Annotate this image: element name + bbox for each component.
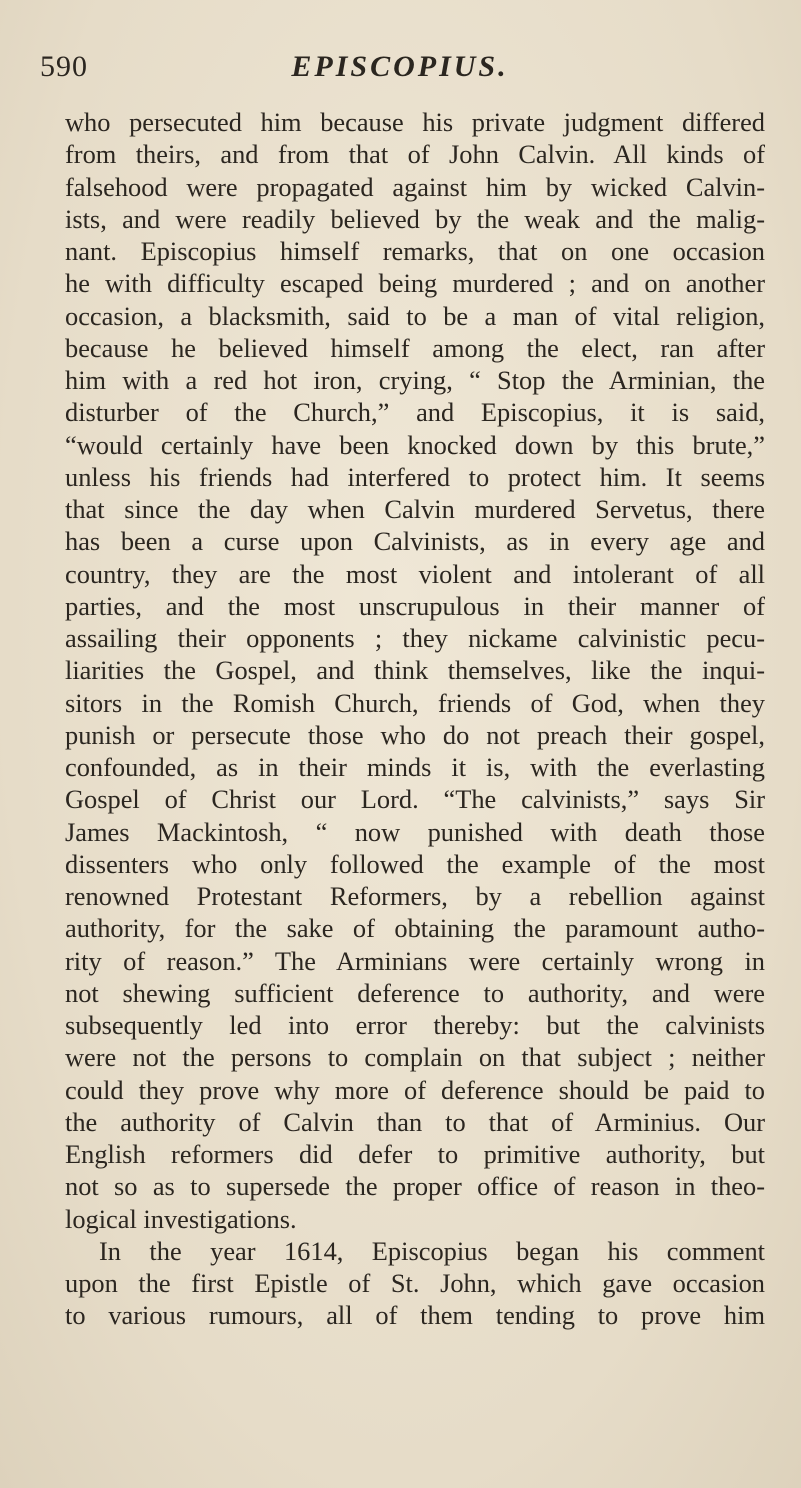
body-text <box>65 106 765 1332</box>
text-line: James Mackintosh, “ now punished with death those <box>65 816 765 847</box>
text-line: he with difficulty escaped being murdered ; and on another <box>65 268 765 299</box>
text-line: nant. Episcopius himself remarks, that on one occasion <box>65 236 765 266</box>
text-line: him with a red hot iron, crying, “ Stop the Arminian, the <box>65 365 765 395</box>
text-line: not so as to supersede the proper office of reason in theo- <box>65 1171 765 1202</box>
text-line: country, they are the most violent and intolerant of all <box>65 558 765 589</box>
page-header <box>40 50 760 90</box>
text-line: liarities the Gospel, and think themselves, like the inqui- <box>65 655 765 686</box>
text-line: assailing their opponents ; they nickame calvinistic pecu- <box>65 623 765 653</box>
page-number: 590 <box>40 50 88 83</box>
text-line: parties, and the most unscrupulous in their manner of <box>65 590 765 621</box>
text-line: occasion, a blacksmith, said to be a man of vital religion, <box>65 300 765 331</box>
text-line: from theirs, and from that of John Calvin. All kinds of <box>65 139 765 170</box>
text-line: authority, for the sake of obtaining the paramount autho- <box>65 913 765 944</box>
paragraph-end-line: logical investigations. <box>65 1203 297 1234</box>
text-line: unless his friends had interfered to protect him. It seems <box>65 461 765 492</box>
text-line: not shewing sufficient deference to authority, and were <box>65 977 765 1008</box>
text-line: dissenters who only followed the example of the most <box>65 848 765 879</box>
text-line: ists, and were readily believed by the weak and the malig- <box>65 203 765 234</box>
text-line: “would certainly have been knocked down by this brute,” <box>65 429 765 460</box>
text-line: falsehood were propagated against him by wicked Calvin- <box>65 171 765 202</box>
text-line: disturber of the Church,” and Episcopius, it is said, <box>65 397 765 428</box>
text-line: could they prove why more of deference should be paid to <box>65 1074 765 1105</box>
text-line: renowned Protestant Reformers, by a rebellion against <box>65 881 765 911</box>
text-line: Gospel of Christ our Lord. “The calvinists,” says Sir <box>65 784 765 815</box>
text-line: punish or persecute those who do not preach their gospel, <box>65 719 765 750</box>
text-line: English reformers did defer to primitive authority, but <box>65 1139 765 1169</box>
text-line: to various rumours, all of them tending to prove him <box>65 1300 765 1331</box>
text-line: sitors in the Romish Church, friends of God, when they <box>65 687 765 718</box>
text-line: has been a curse upon Calvinists, as in every age and <box>65 526 765 557</box>
text-line: that since the day when Calvin murdered Servetus, there <box>65 494 765 524</box>
text-line: confounded, as in their minds it is, with the everlasting <box>65 752 765 782</box>
text-line: rity of reason.” The Arminians were certainly wrong in <box>65 945 765 976</box>
text-line: because he believed himself among the elect, ran after <box>65 332 765 363</box>
text-line: subsequently led into error thereby: but the calvinists <box>65 1010 765 1040</box>
text-line: who persecuted him because his private judgment differed <box>65 107 765 137</box>
text-line: upon the first Epistle of St. John, which gave occasion <box>65 1268 765 1298</box>
running-head: EPISCOPIUS. <box>291 50 509 83</box>
text-line: were not the persons to complain on that subject ; neither <box>65 1042 765 1073</box>
paragraph-start-line: In the year 1614, Episcopius began his comment <box>99 1235 765 1266</box>
text-line: the authority of Calvin than to that of Arminius. Our <box>65 1106 765 1137</box>
